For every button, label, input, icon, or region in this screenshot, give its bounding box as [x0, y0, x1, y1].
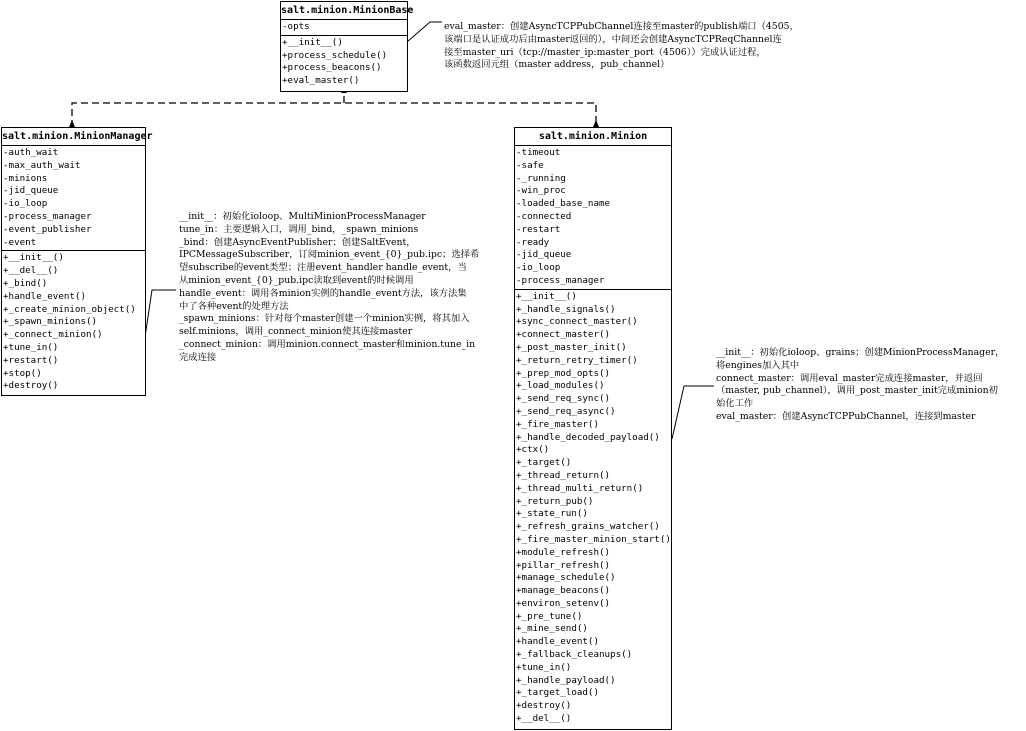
attribute-row: -restart: [516, 223, 561, 235]
note-line: _connect_minion：调用minion.connect_master和minion.tune_in: [179, 338, 476, 350]
method-row: +_fallback_cleanups(): [516, 649, 633, 661]
method-row: +destroy(): [3, 380, 59, 392]
method-row: +_fire_master(): [516, 418, 599, 430]
attribute-row: -max_auth_wait: [3, 159, 81, 171]
note-connector-base: [407, 22, 442, 42]
inheritance-arrowhead-right: [593, 120, 599, 127]
class-name: salt.minion.MinionBase: [281, 2, 407, 20]
note-connector-manager: [145, 290, 176, 337]
class-minion-manager[interactable]: [1, 127, 153, 396]
note-line: 从minion_event_{0}_pub.ipc读取到event的时候调用: [179, 274, 414, 286]
inheritance-line-manager: [72, 103, 596, 127]
method-section: [515, 290, 671, 727]
method-row: +_refresh_grains_watcher(): [516, 521, 660, 533]
note-line: eval_master：创建AsyncTCPPubChannel连接至master的publish端口（4505，: [444, 21, 799, 32]
method-row: +connect_master(): [516, 329, 611, 341]
class-name: salt.minion.Minion: [515, 128, 671, 146]
attribute-row: -io_loop: [516, 262, 561, 274]
note-line: 中了各种event的处理方法: [179, 300, 289, 312]
method-row: +__init__(): [282, 36, 343, 48]
method-row: +_send_req_async(): [516, 405, 616, 417]
attribute-section: [281, 20, 407, 36]
attribute-section: [515, 146, 671, 290]
class-minion-base[interactable]: [280, 1, 414, 92]
method-row: +pillar_refresh(): [516, 559, 611, 571]
method-row: +_prep_mod_opts(): [516, 367, 611, 379]
note-line: _bind：创建AsyncEventPublisher；创建SaltEvent，: [179, 236, 416, 248]
note-line: 该端口是认证成功后由master返回的），中间还会创建AsyncTCPReqChannel连: [444, 33, 782, 45]
method-row: +_state_run(): [516, 508, 588, 520]
method-row: +process_schedule(): [282, 49, 388, 61]
method-row: +_return_retry_timer(): [516, 354, 638, 366]
note-minion-base: [444, 21, 799, 72]
method-row: +__del__(): [516, 713, 572, 725]
note-connector-minion: [672, 386, 714, 439]
note-line: tune_in：主要逻辑入口，调用_bind，_spawn_minions: [179, 223, 419, 235]
attribute-row: -event: [3, 236, 37, 248]
method-row: +module_refresh(): [516, 546, 611, 558]
attribute-row: -timeout: [516, 147, 561, 158]
method-row: +handle_event(): [3, 290, 86, 302]
method-row: +__init__(): [3, 252, 64, 264]
method-row: +_create_minion_object(): [3, 303, 136, 315]
method-section: [2, 251, 145, 394]
method-row: +_handle_payload(): [516, 674, 616, 686]
method-row: +tune_in(): [3, 341, 59, 353]
note-line: handle_event：调用各minion实例的handle_event方法，该方法集: [179, 287, 467, 299]
attribute-section: [2, 146, 145, 251]
method-row: +_send_req_sync(): [516, 393, 611, 405]
note-line: connect_master：调用eval_master完成连接master，并返回: [716, 372, 983, 384]
method-row: +ctx(): [516, 444, 550, 456]
note-line: （master, pub_channel），调用_post_master_init完成minion初: [716, 385, 998, 397]
inheritance-arrowhead-left: [69, 120, 75, 127]
method-row: +environ_setenv(): [516, 597, 611, 609]
note-minion-manager: [179, 211, 479, 365]
method-row: +_fire_master_minion_start(): [516, 533, 671, 545]
method-row: +_post_master_init(): [516, 341, 627, 353]
method-row: +_handle_decoded_payload(): [516, 431, 660, 443]
attribute-row: -win_proc: [516, 185, 566, 197]
note-line: 该函数返回元组（master address，pub_channel）: [444, 59, 670, 71]
note-line: eval_master：创建AsyncTCPPubChannel，连接到master: [716, 410, 976, 422]
method-row: +__del__(): [3, 265, 59, 277]
method-row: +eval_master(): [282, 75, 360, 87]
note-line: 望subscribe的event类型；注册event_handler handle_event，当: [179, 262, 467, 274]
method-row: +restart(): [3, 354, 59, 366]
note-minion: [716, 347, 1004, 424]
attribute-row: -opts: [282, 21, 310, 32]
attribute-row: -io_loop: [3, 198, 48, 210]
attribute-row: -event_publisher: [3, 223, 92, 235]
method-row: +manage_beacons(): [516, 585, 611, 597]
note-line: __init__：初始化ioloop、grains；创建MinionProcessManager，: [716, 347, 1005, 358]
method-row: +_connect_minion(): [3, 329, 103, 341]
attribute-row: -loaded_base_name: [516, 198, 611, 210]
note-line: 完成连接: [179, 351, 217, 363]
note-line: 始化工作: [716, 398, 754, 410]
method-row: +_thread_return(): [516, 469, 611, 481]
note-line: _spawn_minions：针对每个master创建一个minion实例，将其加入: [179, 313, 470, 325]
method-row: +_target(): [516, 457, 572, 469]
method-row: +_target_load(): [516, 687, 599, 699]
method-row: +process_beacons(): [282, 62, 382, 74]
attribute-row: -auth_wait: [3, 147, 59, 158]
note-line: self.minions，调用_connect_minion使其连接master: [179, 326, 413, 338]
note-line: 将engines加入其中: [716, 359, 800, 371]
attribute-row: -jid_queue: [3, 185, 59, 197]
method-row: +_return_pub(): [516, 495, 594, 507]
method-row: +stop(): [3, 367, 42, 379]
note-line: 接至master_uri（tcp://master_ip:master_port（4506））完成认证过程，: [444, 46, 766, 58]
note-line: __init__：初始化ioloop、MultiMinionProcessManager: [179, 211, 426, 222]
method-row: +_mine_send(): [516, 623, 588, 635]
method-row: +tune_in(): [516, 661, 572, 673]
class-name: salt.minion.MinionManager: [2, 128, 145, 146]
method-row: +destroy(): [516, 700, 572, 712]
method-row: +manage_schedule(): [516, 572, 616, 584]
method-row: +handle_event(): [516, 636, 599, 648]
class-minion[interactable]: [514, 127, 672, 730]
attribute-row: -_running: [516, 172, 566, 184]
note-line: IPCMessageSubscriber，订阅minion_event_{0}_pub.ipc；选择希: [179, 249, 480, 261]
method-row: +__init__(): [516, 290, 577, 302]
method-row: +sync_connect_master(): [516, 316, 638, 328]
attribute-row: -process_manager: [516, 274, 605, 286]
method-row: +_spawn_minions(): [3, 316, 98, 328]
attribute-row: -process_manager: [3, 210, 92, 222]
method-row: +_pre_tune(): [516, 610, 583, 622]
attribute-row: -safe: [516, 159, 544, 171]
method-section: [281, 36, 407, 89]
attribute-row: -jid_queue: [516, 249, 572, 261]
attribute-row: -minions: [3, 172, 48, 184]
attribute-row: -connected: [516, 210, 572, 222]
method-row: +_thread_multi_return(): [516, 482, 644, 494]
method-row: +_bind(): [3, 277, 48, 289]
method-row: +_load_modules(): [516, 380, 605, 392]
attribute-row: -ready: [516, 236, 550, 248]
method-row: +_handle_signals(): [516, 303, 616, 315]
